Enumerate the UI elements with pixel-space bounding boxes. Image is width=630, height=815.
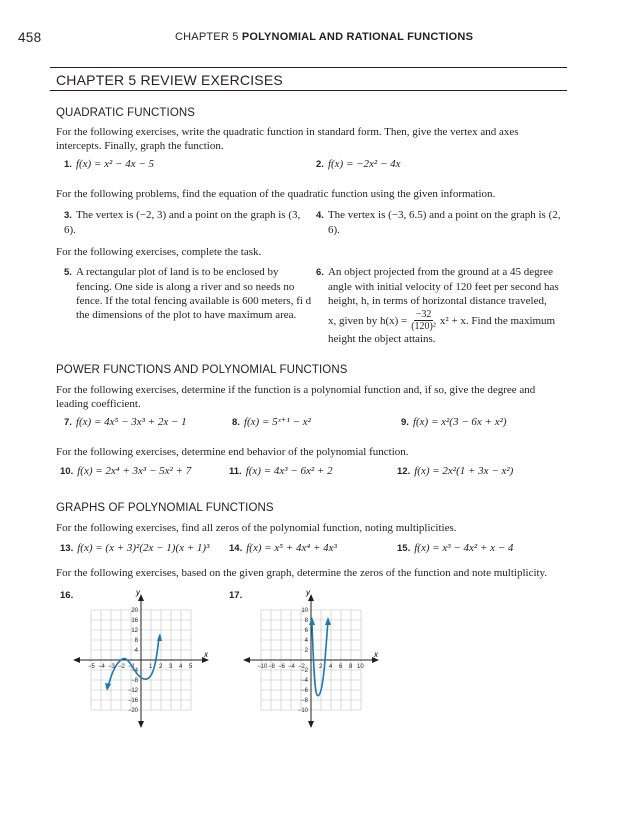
section-title-power: POWER FUNCTIONS AND POLYNOMIAL FUNCTIONS	[56, 364, 348, 376]
exercise-12-number: 12.	[397, 466, 411, 477]
graph-16-y-tick: 16	[131, 618, 138, 624]
graph-16-x-tick: 1	[149, 664, 153, 670]
exercise-7-text: f(x) = 4x⁵ − 3x³ + 2x − 1	[75, 416, 187, 428]
quadratic-instructions-3: For the following exercises, complete the task.	[56, 246, 262, 258]
graph-17-y-tick: 4	[304, 638, 308, 644]
graph-17-y-tick: −8	[301, 698, 308, 704]
exercise-6-text-b: x, given by h(x) =	[328, 314, 408, 327]
exercise-9	[401, 415, 507, 430]
graph-17-x-tick: 2	[319, 664, 323, 670]
graph-16-x-arrow-left	[73, 657, 80, 663]
exercise-4-number: 4.	[316, 210, 324, 221]
graph-17-axes	[246, 597, 376, 725]
exercise-14-number: 14.	[229, 543, 243, 554]
exercise-11-text: f(x) = 4x³ − 6x² + 2	[245, 465, 333, 477]
graph-16-y-axis-label: y	[136, 588, 140, 597]
exercise-5-text: A rectangular plot of land is to be enclosed by fencing. One side is along a river and so needs no fence. If the total fencing available is 600 meters, fi d the dimensions of the plot to have maximum area.	[75, 266, 312, 321]
graph-16-y-tick: −12	[127, 688, 138, 694]
graph-16-x-axis-label: x	[204, 650, 208, 659]
title-rule-bottom	[50, 90, 567, 91]
exercise-4-text: The vertex is (−3, 6.5) and a point on the graph is (2, 6).	[327, 209, 561, 236]
exercise-7-number: 7.	[64, 417, 72, 428]
exercise-9-text: f(x) = x²(3 − 6x + x²)	[412, 416, 507, 428]
page-number: 458	[18, 30, 42, 45]
title-rule-top	[50, 67, 567, 68]
exercise-13-text: f(x) = (x + 3)²(2x − 1)(x + 1)³	[77, 542, 210, 554]
exercise-5	[64, 265, 316, 322]
exercise-6-number: 6.	[316, 267, 324, 278]
exercise-14-text: f(x) = x⁵ + 4x⁴ + 4x³	[246, 542, 337, 554]
exercise-9-number: 9.	[401, 417, 409, 428]
graph-16	[66, 585, 216, 735]
graphs-instructions-1: For the following exercises, find all zeros of the polynomial function, noting multiplicities.	[56, 522, 457, 534]
exercise-14	[229, 541, 337, 556]
graph-17-y-tick: −10	[297, 708, 308, 714]
graph-16-x-tick: −2	[118, 664, 125, 670]
graph-17-x-tick: −2	[298, 664, 305, 670]
running-head-prefix: CHAPTER 5	[175, 31, 239, 43]
graph-16-x-tick: −1	[128, 664, 135, 670]
exercise-12-text: f(x) = 2x²(1 + 3x − x²)	[414, 465, 514, 477]
exercise-10-text: f(x) = 2x⁴ + 3x³ − 5x² + 7	[77, 465, 192, 477]
graph-17-y-tick: 10	[301, 608, 308, 614]
graph-16-y-tick: 12	[131, 628, 138, 634]
exercise-6-fraction	[411, 309, 436, 332]
graph-17-x-arrow-left	[243, 657, 250, 663]
graph-16-y-tick: 4	[134, 648, 138, 654]
quadratic-instructions-2: For the following problems, find the equation of the quadratic function using the given information.	[56, 188, 496, 200]
graph-17-y-tick: −2	[301, 668, 308, 674]
exercise-3-number: 3.	[64, 210, 72, 221]
graph-17-curve	[312, 621, 328, 696]
graph-17-x-tick: −10	[257, 664, 268, 670]
running-head-title: POLYNOMIAL AND RATIONAL FUNCTIONS	[241, 31, 474, 43]
graph-17-x-tick: 6	[339, 664, 343, 670]
power-instructions-1: For the following exercises, determine if the function is a polynomial function and, if so, give the degree and leading coefficient.	[56, 384, 536, 410]
exercise-6	[316, 265, 561, 346]
graph-17-x-tick: −8	[268, 664, 275, 670]
graph-17-y-axis-label: y	[306, 588, 310, 597]
graph-17-y-ticks	[298, 608, 309, 714]
exercise-10	[60, 464, 191, 479]
graph-16-x-tick: 3	[169, 664, 173, 670]
exercise-6-fraction-denominator: (120)²	[411, 321, 436, 332]
graph-17-x-tick: −4	[288, 664, 295, 670]
graph-16-x-tick: −5	[88, 664, 95, 670]
graph-16-y-tick: 8	[134, 638, 138, 644]
power-instructions-2: For the following exercises, determine end behavior of the polynomial function.	[56, 446, 409, 458]
graph-17-x-tick: 4	[329, 664, 333, 670]
section-title-quadratic: QUADRATIC FUNCTIONS	[56, 107, 196, 119]
graph-17	[236, 585, 386, 735]
exercise-11	[229, 464, 333, 479]
exercise-15-text: f(x) = x³ − 4x² + x − 4	[414, 542, 514, 554]
graph-17-x-axis-label: x	[374, 650, 378, 659]
graph-17-y-tick: 2	[304, 648, 308, 654]
exercise-5-number: 5.	[64, 267, 72, 278]
exercise-8-text: f(x) = 5ˣ⁺¹ − x²	[243, 416, 311, 428]
graph-17-y-tick: 8	[304, 618, 308, 624]
graph-17-y-arrow-down	[308, 721, 314, 728]
exercise-7	[64, 415, 187, 430]
exercise-2-text: f(x) = −2x² − 4x	[327, 158, 401, 170]
exercise-2-number: 2.	[316, 159, 324, 170]
running-head	[175, 31, 473, 43]
exercise-3	[64, 208, 309, 237]
exercise-1	[64, 157, 154, 172]
exercise-15-number: 15.	[397, 543, 411, 554]
exercise-1-text: f(x) = x² − 4x − 5	[75, 158, 155, 170]
exercise-17-number: 17.	[229, 590, 243, 601]
graph-16-y-tick: −20	[127, 708, 138, 714]
graph-16-x-tick: 5	[189, 664, 193, 670]
graph-17-curve-arrow-right	[325, 617, 331, 625]
graph-16-axes	[76, 597, 206, 725]
quadratic-instructions-1: For the following exercises, write the quadratic function in standard form. Then, give the vertex and axes intercepts. Finally, graph the function.	[56, 126, 519, 152]
graph-17-curve-arrow-left	[309, 617, 315, 625]
graph-16-y-arrow-down	[138, 721, 144, 728]
exercise-8-number: 8.	[232, 417, 240, 428]
exercise-11-number: 11.	[229, 466, 242, 477]
graph-17-y-tick: −4	[301, 678, 308, 684]
section-title-graphs: GRAPHS OF POLYNOMIAL FUNCTIONS	[56, 502, 274, 514]
exercise-2	[316, 157, 401, 172]
exercise-6-text-c: x² + x. Find the maximum	[439, 314, 556, 327]
graph-16-x-tick: 2	[159, 664, 163, 670]
exercise-13-number: 13.	[60, 543, 74, 554]
graph-16-x-tick: −3	[108, 664, 115, 670]
graph-16-x-tick: 4	[179, 664, 183, 670]
graph-17-x-tick: −6	[278, 664, 285, 670]
exercise-4	[316, 208, 568, 237]
graph-16-x-tick: −4	[98, 664, 105, 670]
graph-17-y-tick: −6	[301, 688, 308, 694]
exercise-10-number: 10.	[60, 466, 74, 477]
graph-16-y-tick: 20	[131, 608, 138, 614]
graph-16-y-tick: −16	[127, 698, 138, 704]
exercise-8	[232, 415, 311, 430]
exercise-16-number: 16.	[60, 590, 74, 601]
exercise-6-fraction-numerator: −32	[415, 309, 432, 320]
graph-16-y-ticks	[128, 608, 139, 714]
chapter-title: CHAPTER 5 REVIEW EXERCISES	[56, 72, 283, 88]
graphs-instructions-2: For the following exercises, based on the given graph, determine the zeros of the function and note multiplicity.	[56, 567, 548, 579]
graph-16-y-tick: −8	[131, 678, 138, 684]
exercise-3-text: The vertex is (−2, 3) and a point on the graph is (3, 6).	[64, 209, 301, 236]
graph-17-x-tick: 10	[357, 664, 364, 670]
graph-17-y-tick: 6	[304, 628, 308, 634]
exercise-6-text-a: An object projected from the ground at a 45 degree angle with initial velocity of 120 feet per second has height, h, in terms of horizontal distance traveled,	[327, 266, 559, 307]
exercise-12	[397, 464, 513, 479]
graph-16-y-tick: −4	[131, 668, 138, 674]
exercise-13	[60, 541, 209, 556]
exercise-1-number: 1.	[64, 159, 72, 170]
exercise-15	[397, 541, 513, 556]
exercise-6-text-d: height the object attains.	[328, 333, 436, 345]
graph-17-x-tick: 8	[349, 664, 353, 670]
